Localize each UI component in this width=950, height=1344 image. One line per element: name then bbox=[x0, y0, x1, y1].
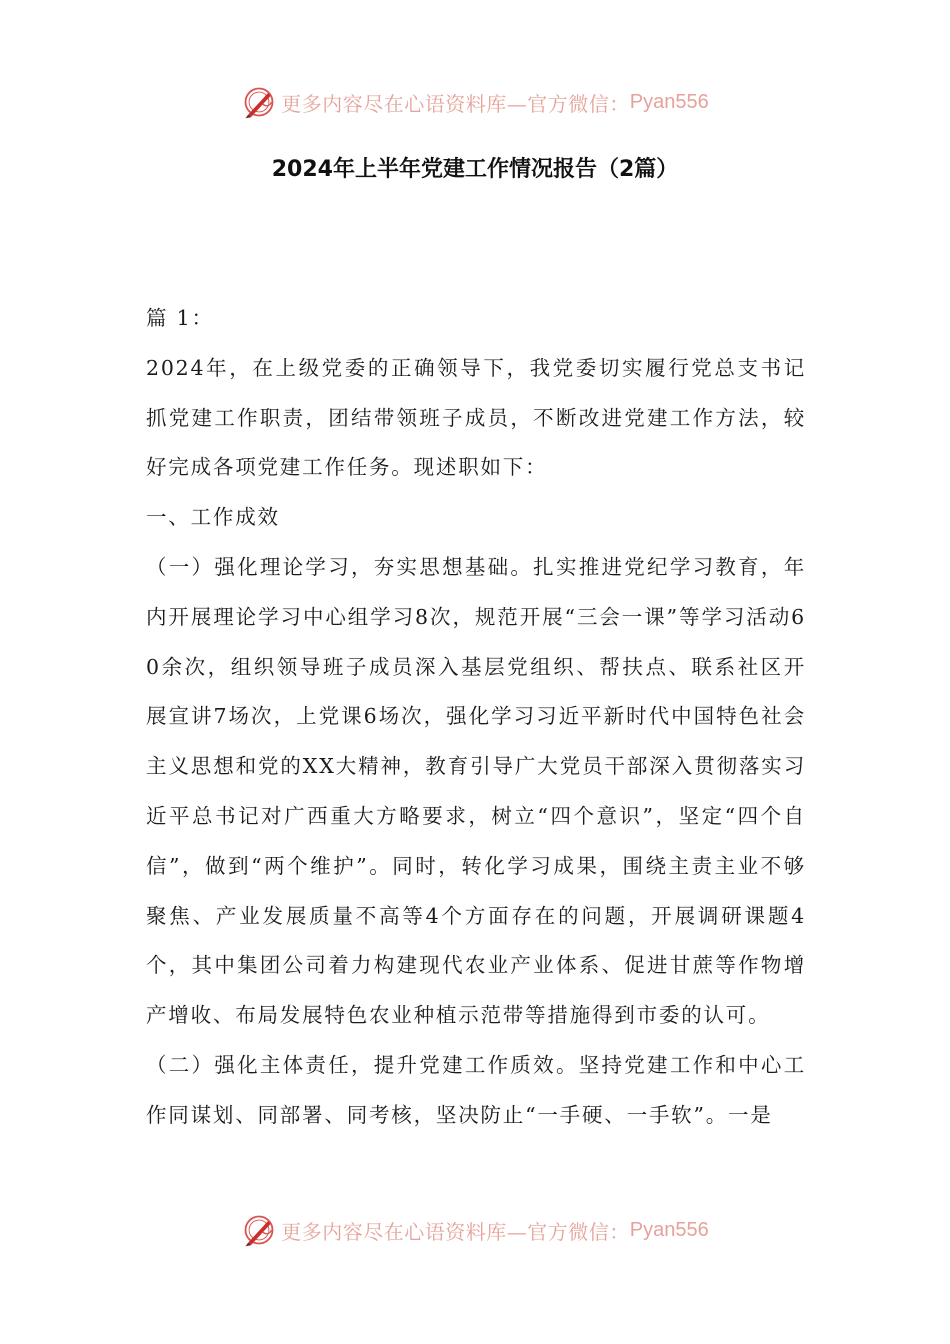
footer-banner bbox=[0, 1208, 950, 1252]
document-title: 2024年上半年党建工作情况报告（2篇） bbox=[271, 157, 679, 182]
banner-text: 更多内容尽在心语资料库—官方微信： bbox=[281, 91, 630, 116]
part-label: 篇 1： bbox=[146, 306, 214, 330]
wechat-id: Pyan556 bbox=[629, 90, 709, 113]
item-2-paragraph: （二）强化主体责任，提升党建工作质效。坚持党建工作和中心工作同谋划、同部署、同考核，坚决防止“一手硬、一手软”。一是 bbox=[146, 1052, 806, 1127]
document-body bbox=[146, 294, 806, 1141]
banner-text: 更多内容尽在心语资料库—官方微信： bbox=[281, 1219, 630, 1244]
wechat-id: Pyan556 bbox=[629, 1218, 709, 1241]
section-heading: 一、工作成效 bbox=[146, 505, 280, 530]
intro-paragraph: 2024年，在上级党委的正确领导下，我党委切实履行党总支书记抓党建工作职责，团结带领班子成员，不断改进党建工作方法，较好完成各项党建工作任务。现述职如下： bbox=[146, 355, 806, 480]
header-banner bbox=[0, 80, 950, 124]
item-1-paragraph: （一）强化理论学习，夯实思想基础。扎实推进党纪学习教育，年内开展理论学习中心组学习8次，规范开展“三会一课”等学习活动60余次，组织领导班子成员深入基层党组织、帮扶点、联系社区开展宣讲7场次，上党课6场次，强化学习习近平新时代中国特色社会主义思想和党的XX大精神，教育引导广大党员干部深入贯彻落实习近平总书记对广西重大方略要求，树立“四个意识”，坚定“四个自信”，做到“两个维护”。同时，转化学习成果，围绕主责主业不够聚焦、产业发展质量不高等4个方面存在的问题，开展调研课题4个，其中集团公司着力构建现代农业产业体系、促进甘蔗等作物增产增收、布局发展特色农业种植示范带等措施得到市委的认可。 bbox=[146, 554, 806, 1028]
pen-logo-icon bbox=[241, 84, 277, 120]
pen-logo-icon bbox=[241, 1212, 277, 1248]
